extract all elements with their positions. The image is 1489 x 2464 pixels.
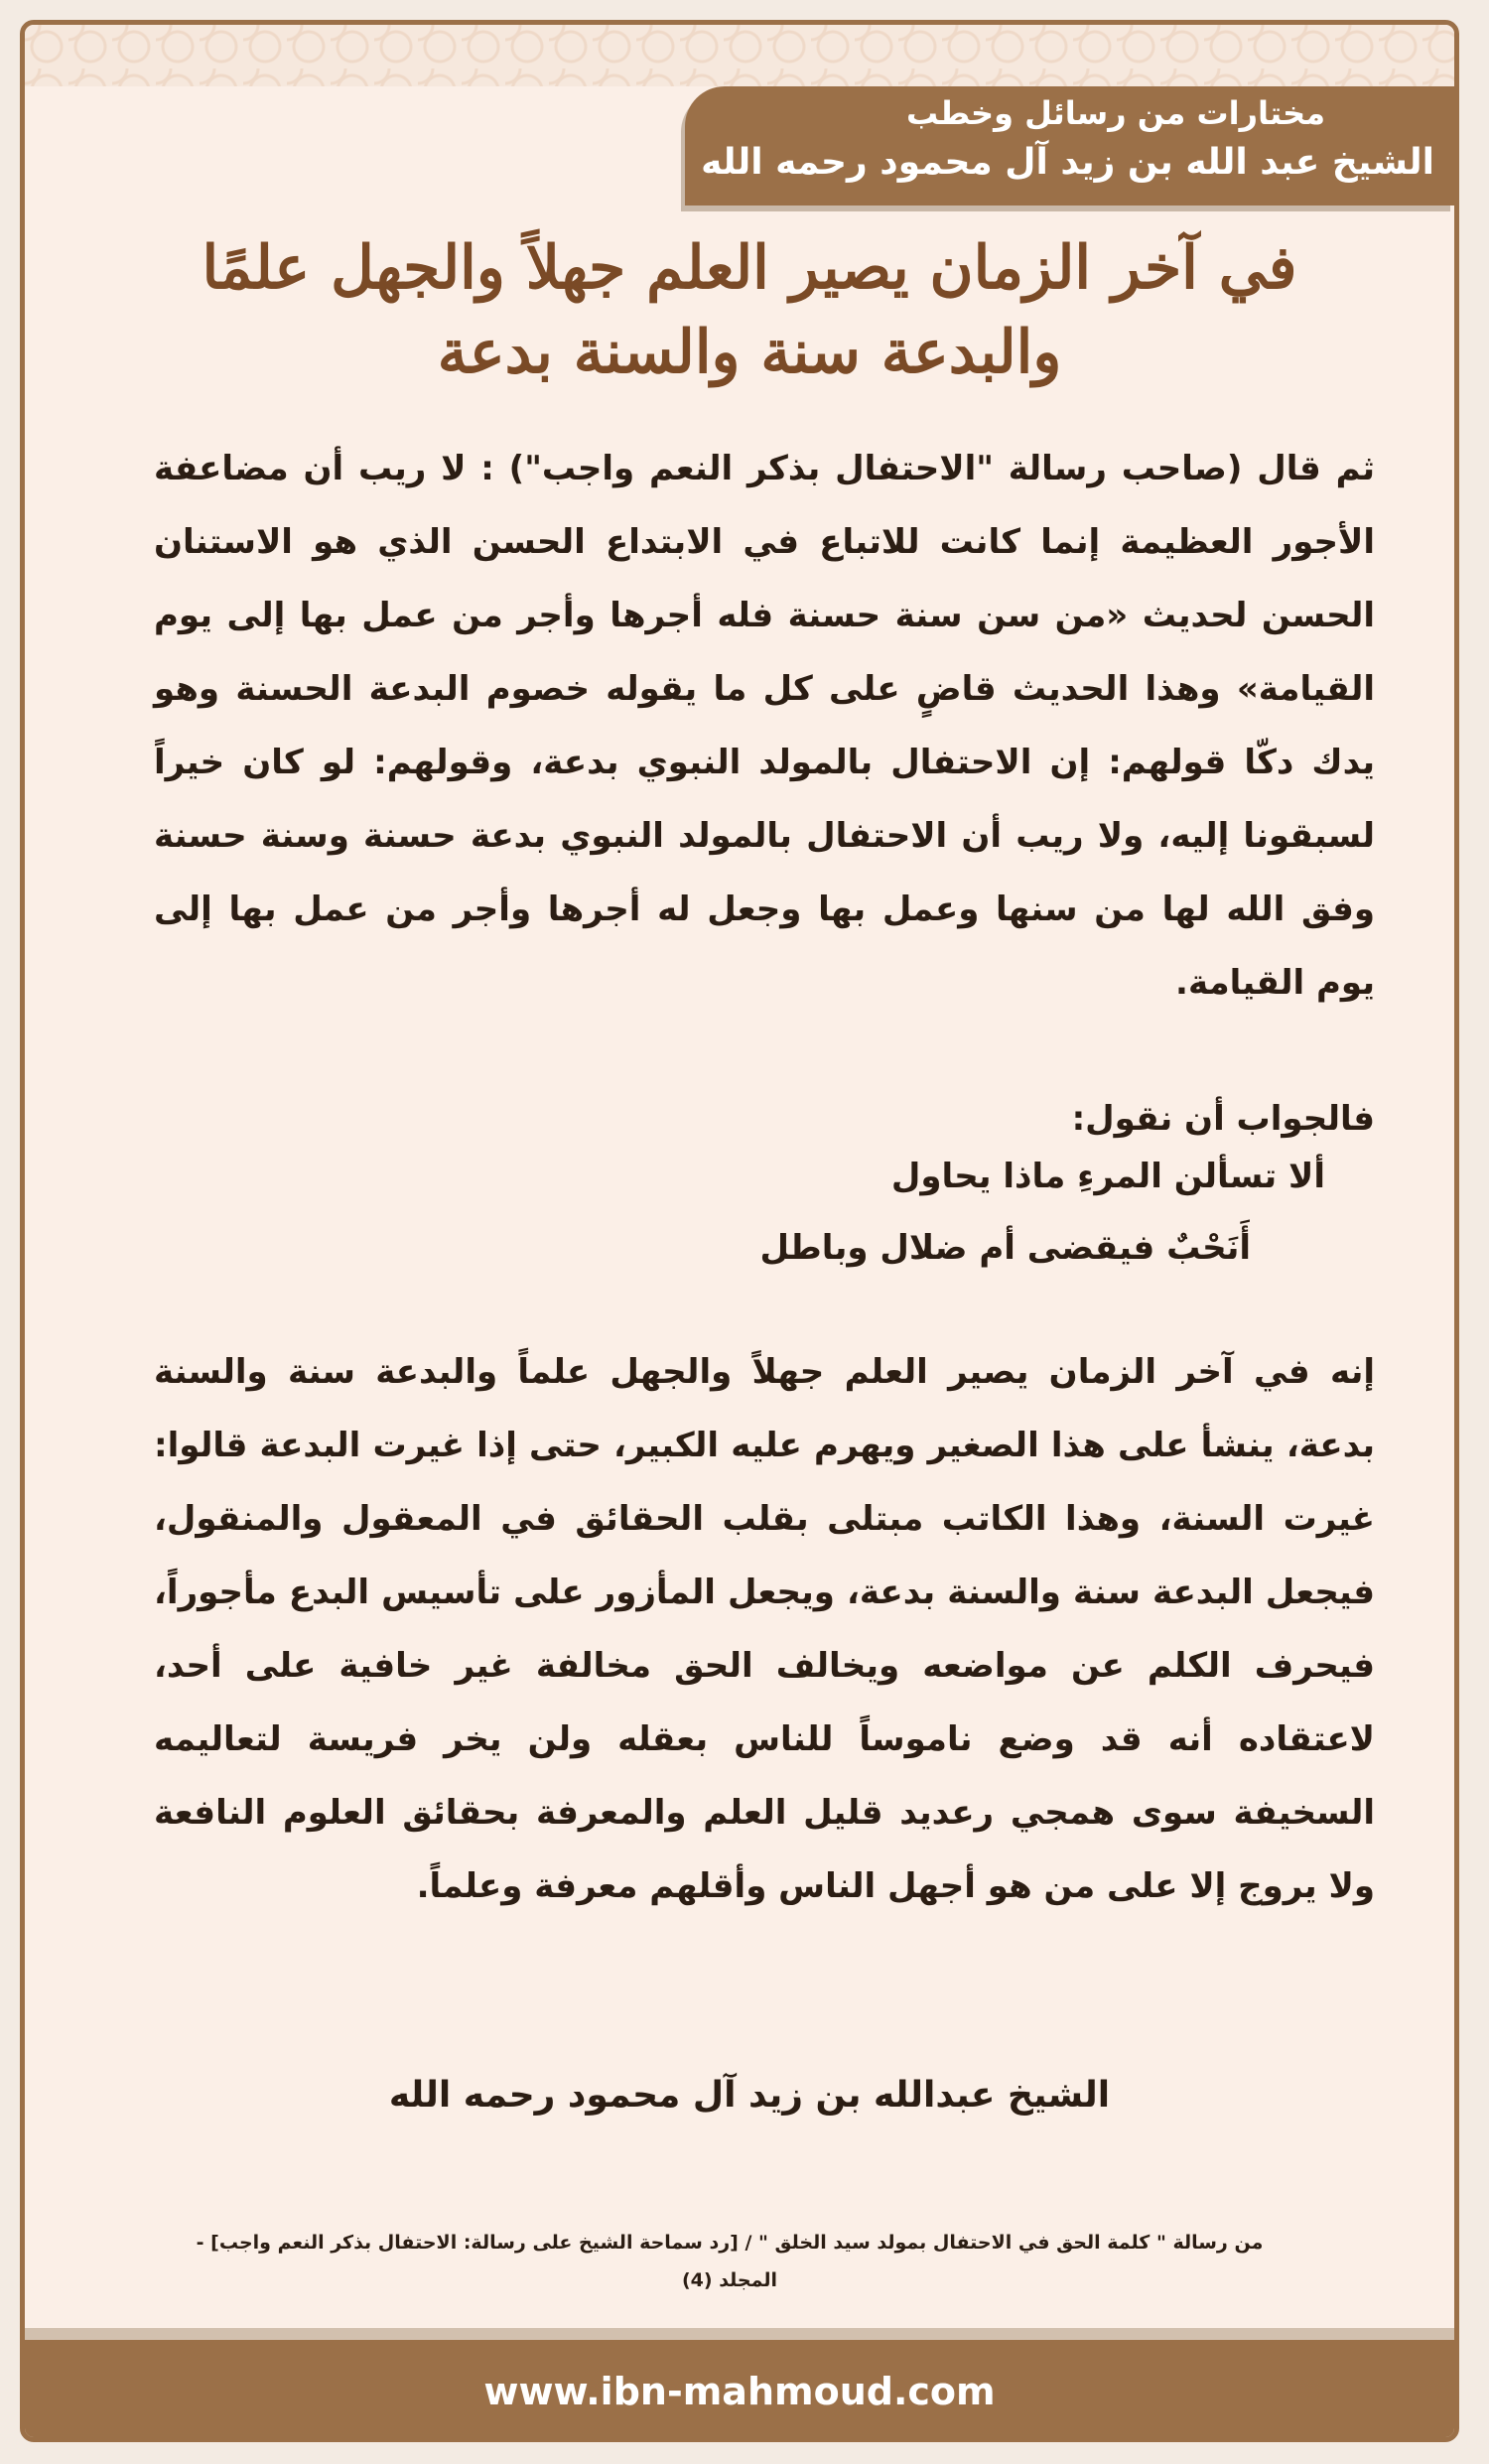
header-author-name: الشيخ عبد الله بن زيد آل محمود رحمه الله: [701, 142, 1434, 183]
article-title-line1: في آخر الزمان يصير العلم جهلاً والجهل علمًا: [202, 233, 1297, 303]
author-signature: الشيخ عبدالله بن زيد آل محمود رحمه الله: [388, 2075, 1111, 2116]
body-paragraph-2: إنه في آخر الزمان يصير العلم جهلاً والجهل علماً والبدعة سنة والسنة بدعة، ينشأ على هذا الصغير ويهرم عليه الكبير، حتى إذا غيرت البدعة قالوا: غيرت السنة، وهذا الكاتب مبتلى بقلب الحقائق في المعقول والمنقول، فيجعل البدعة سنة والسنة بدعة، ويجعل المأزور على تأسيس البدع مأجوراً، فيحرف الكلم عن مواضعه ويخالف الحق مخالفة غير خافية على أحد، لاعتقاده أنه قد وضع ناموساً للناس بعقله ولن يخر فريسة لتعاليمه السخيفة سوى همجي رعديد قليل العلم والمعرفة بحقائق العلوم النافعة ولا يروج إلا على من هو أجهل الناس وأقلهم معرفة وعلماً.: [154, 1352, 1375, 1906]
header-series-title: مختارات من رسائل وخطب: [905, 94, 1325, 132]
body-paragraph-1: ثم قال (صاحب رسالة "الاحتفال بذكر النعم واجب") : لا ريب أن مضاعفة الأجور العظيمة إنما كانت للاتباع في الابتداع الحسن الذي هو الاستنان الحسن لحديث «من سن سنة حسنة فله أجرها وأجر من عمل بها إلى يوم القيامة» وهذا الحديث قاضٍ على كل ما يقوله خصوم البدعة الحسنة وهو يدك دكّا قولهم: إن الاحتفال بالمولد النبوي بدعة، وقولهم: لو كان خيراً لسبقونا إليه، ولا ريب أن الاحتفال بالمولد النبوي بدعة حسنة وسنة حسنة وفق الله لها من سنها وعمل بها وجعل له أجرها وأجر من عمل بها إلى يوم القيامة.: [154, 449, 1375, 1003]
source-citation-line2: المجلد (4): [681, 2269, 778, 2291]
decorative-pattern: [25, 25, 1454, 86]
verse-line-2: أَنَحْبٌ فيقضى أم ضلال وباطل: [759, 1228, 1251, 1268]
article-title-line2: والبدعة سنة والسنة بدعة: [437, 318, 1062, 387]
verse-line-1: ألا تسألن المرءِ ماذا يحاول: [890, 1157, 1325, 1196]
footer-divider: [25, 2328, 1454, 2340]
article-card: [20, 20, 1459, 2442]
website-link[interactable]: www.ibn-mahmoud.com: [483, 2370, 996, 2413]
source-citation: [84, 2224, 1375, 2299]
answer-intro: فالجواب أن نقول:: [1071, 1099, 1375, 1139]
source-citation-line1: من رسالة " كلمة الحق في الاحتفال بمولد سيد الخلق " / [رد سماحة الشيخ على رسالة: الاحتفال بذكر النعم واجب] -: [196, 2232, 1264, 2254]
